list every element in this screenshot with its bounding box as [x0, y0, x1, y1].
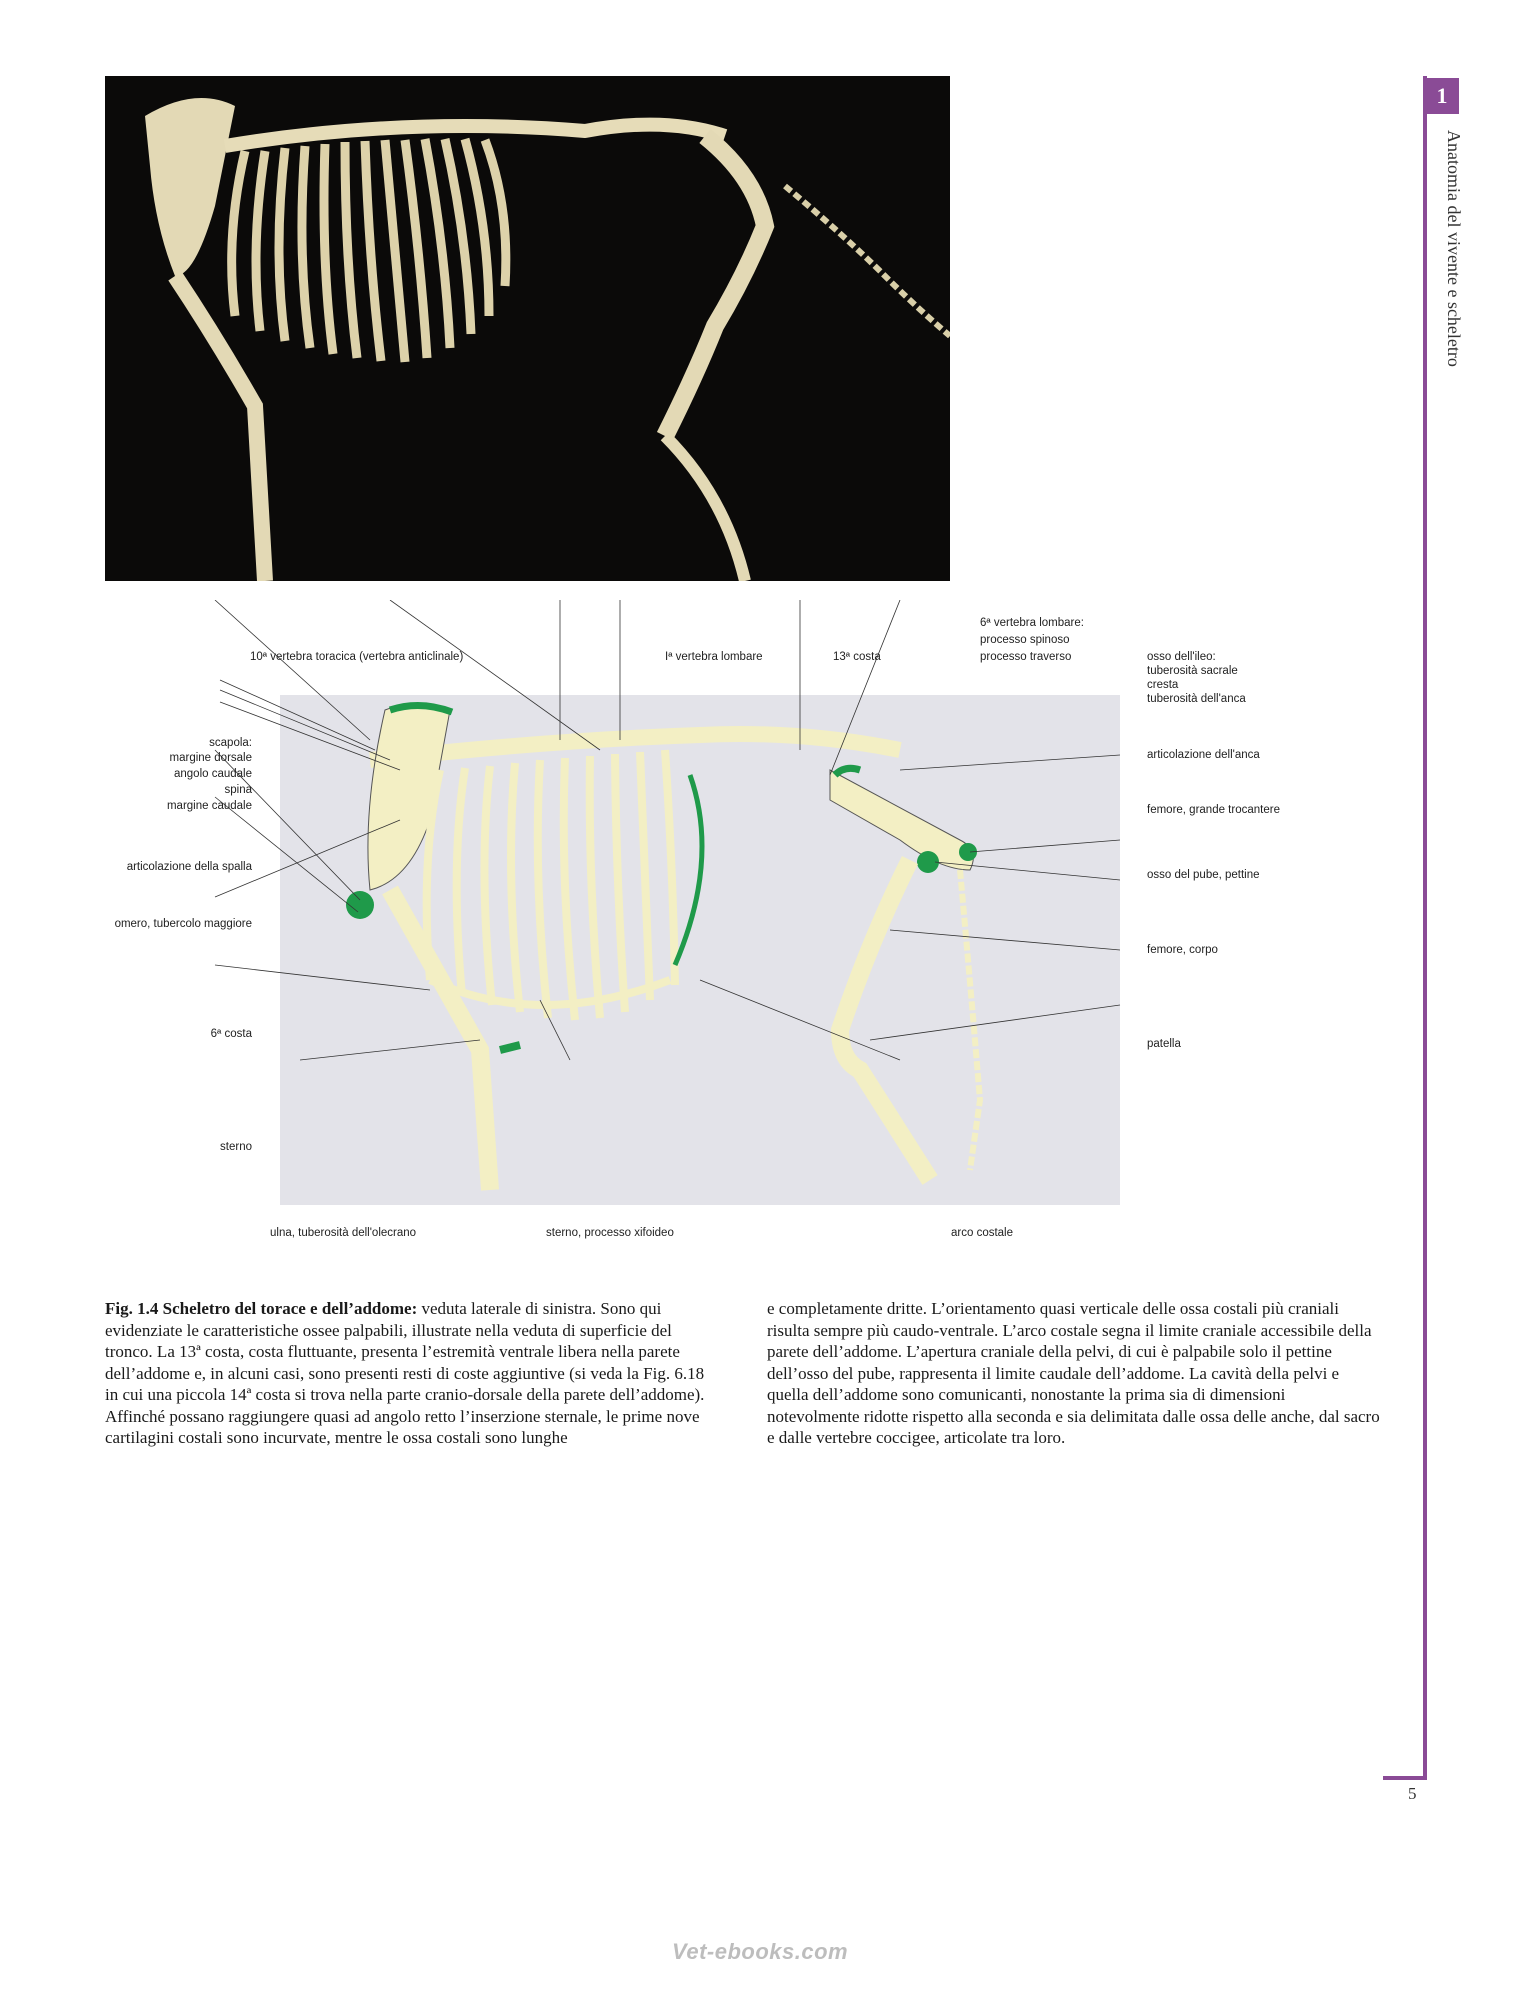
- label-sterno: sterno: [220, 1141, 252, 1153]
- skeleton-photo-drawing: [105, 76, 950, 581]
- label-grande-trocantere: femore, grande trocantere: [1147, 804, 1280, 816]
- label-processo-spinoso: processo spinoso: [980, 634, 1070, 646]
- label-vertebra-lombare-1: Iª vertebra lombare: [665, 651, 763, 663]
- label-tuberosita-sacrale: tuberosità sacrale: [1147, 665, 1238, 677]
- chapter-number-badge: 1: [1425, 78, 1459, 114]
- label-arco-costale: arco costale: [951, 1227, 1014, 1239]
- label-vertebra-toracica: 10ª vertebra toracica (vertebra anticlinale): [250, 651, 464, 663]
- label-pube: osso del pube, pettine: [1147, 869, 1260, 881]
- label-angolo-caudale: angolo caudale: [173, 768, 252, 780]
- label-tuberosita-anca: tuberosità dell'anca: [1147, 693, 1246, 705]
- label-margine-dorsale: margine dorsale: [169, 752, 252, 764]
- caption-left-text: veduta laterale di sinistra. Sono qui evidenziate le caratteristiche ossee palpabili, illustrate nella veduta di superficie del tronco. La 13ª costa, costa fluttuante, presenta l’estremità ventrale libera nella parete dell’addome e, in alcuni casi, sono presenti resti di coste aggiuntive (si veda la Fig. 6.18 in cui una piccola 14ª costa si trova nella parte cranio-dorsale della parete dell’addome). Affinché possano raggiungere quasi ad angolo retto l’inserzione sternale, le prime nove cartilagini costali sono incurvate, mentre le ossa costali sono lunghe: [105, 1299, 705, 1447]
- label-patella: patella: [1147, 1038, 1181, 1050]
- label-cresta: cresta: [1147, 679, 1179, 691]
- label-osso-ileo: osso dell'ileo:: [1147, 651, 1216, 663]
- page-number: 5: [1408, 1784, 1417, 1803]
- label-margine-caudale: margine caudale: [166, 800, 252, 812]
- label-articolazione-spalla: articolazione della spalla: [126, 861, 252, 873]
- label-spina: spina: [224, 784, 252, 796]
- chapter-sidebar-foot: [1383, 1776, 1427, 1780]
- figure-title: Scheletro del torace e dell’addome:: [162, 1299, 418, 1318]
- label-costa-6: 6ª costa: [210, 1028, 252, 1040]
- caption-left-column: [105, 1298, 720, 1449]
- label-processo-xifoideo: sterno, processo xifoideo: [546, 1227, 674, 1239]
- label-costa-13: 13ª costa: [833, 651, 881, 663]
- label-omero: omero, tubercolo maggiore: [114, 918, 252, 930]
- label-articolazione-anca: articolazione dell'anca: [1147, 749, 1260, 761]
- watermark: Vet-ebooks.com: [672, 1939, 849, 1964]
- caption-right-column: [767, 1298, 1382, 1449]
- label-vertebra-lombare-6: 6ª vertebra lombare:: [980, 617, 1084, 629]
- label-processo-traverso: processo traverso: [980, 651, 1072, 663]
- skeleton-diagram: [100, 600, 1340, 1260]
- label-femore-corpo: femore, corpo: [1147, 944, 1218, 956]
- label-scapola: scapola:: [209, 737, 252, 749]
- label-ulna: ulna, tuberosità dell'olecrano: [270, 1227, 417, 1239]
- skeleton-photograph: [105, 76, 950, 581]
- caption-right-text: e completamente dritte. L’orientamento quasi verticale delle ossa costali più craniali risulta sempre più caudo-ventrale. L’arco costale segna il limite craniale accessibile della parete dell’addome. L’apertura craniale della pelvi, di cui è palpabile solo il pettine dell’osso del pube, rappresenta il limite caudale dell’addome. La cavità della pelvi e quella dell’addome sono comunicanti, nonostante la prima sia di dimensioni notevolmente ridotte rispetto alla seconda e sia delimitata dalle ossa delle anche, dal sacro e dalle vertebre coccigee, articolate tra loro.: [767, 1299, 1380, 1447]
- figure-number: Fig. 1.4: [105, 1299, 159, 1318]
- chapter-title: Anatomia del vivente e scheletro: [1444, 130, 1464, 367]
